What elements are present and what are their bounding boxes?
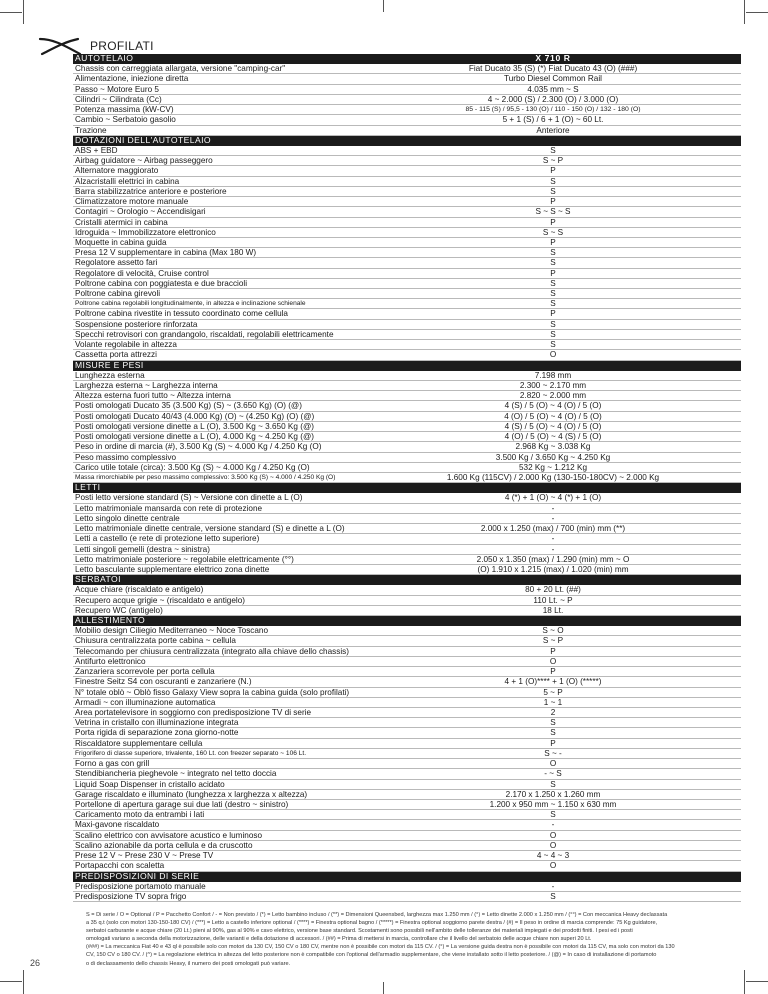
spec-label: Potenza massima (kW-CV) [75,105,174,115]
crop-mark [744,970,745,994]
spec-label: Forno a gas con grill [75,759,150,769]
spec-value: S ~ S ~ S [535,207,571,217]
spec-row [73,85,741,95]
spec-label: Portapacchi con scaletta [75,861,165,871]
spec-label: Moquette in cabina guida [75,237,167,247]
spec-value: 2.300 ~ 2.170 mm [519,381,587,390]
spec-value: 110 Lt. ~ P [533,595,573,605]
spec-label: Poltrone cabina girevoli [75,289,161,299]
spec-row [73,330,741,340]
spec-row [73,126,741,136]
model-name [365,872,741,882]
spec-row [73,759,741,769]
spec-value: 4 ~ 4 ~ 3 [536,851,570,861]
spec-value: (O) 1.910 x 1.215 (max) / 1.020 (min) mm [477,564,629,574]
footnote-line: S = Di serie / O = Optional / P = Pacchetto Confort / - = Non previsto / (*) = Letto bambino incluso / (**) = Dimensioni Queensbed, larghezza max 1.250 mm / (°) = Letto dinette 2.000 x 1.250 mm / (°°) = Con meccanica Heavy declassata [86,912,668,918]
spec-row [73,320,741,330]
spec-value: 1.600 Kg (115CV) / 2.000 Kg (130-150-180CV) ~ 2.000 Kg [446,472,660,482]
spec-value: P [550,237,556,247]
spec-label: Maxi-gavone riscaldato [75,820,160,830]
spec-label: Recupero acque grigie ~ (riscaldato e antigelo) [75,595,245,605]
page-number: 26 [30,958,41,968]
spec-row [73,524,741,534]
spec-label: Garage riscaldato e illuminato (lunghezza x larghezza x altezza) [75,789,308,799]
spec-row [73,657,741,667]
spec-row [73,391,741,401]
crop-mark [23,0,24,24]
model-name: X 710 R [535,54,571,63]
spec-row [73,146,741,156]
spec-label: Massa rimorchiabile per peso massimo complessivo: 3.500 Kg (S) ~ 4.000 / 4.250 Kg (O) [75,473,336,481]
spec-label: Scalino elettrico con avvisatore acustico e luminoso [75,830,263,840]
spec-value: P [550,667,556,677]
spec-value: O [549,840,557,850]
footnote-line: omologati variano a seconda della motorizzazione, delle varianti e della dotazione di accessori. / (##) = Prima di mettersi in marcia, controllare che il livello del serbatoio delle acque chiare non superi 20 Lt. [86,936,592,943]
spec-value: 4 + 1 (O)**** + 1 (O) (*****) [504,677,602,687]
spec-row [73,636,741,646]
spec-label: Cassetta porta attrezzi [75,350,157,360]
section-title: LETTI [75,483,101,493]
spec-label: Carico utile totale (circa): 3.500 Kg (S) ~ 4.000 Kg / 4.250 Kg (O) [75,462,310,472]
spec-row [73,667,741,677]
section-header-row [73,136,741,146]
spec-row [73,299,741,309]
spec-row [73,728,741,738]
spec-value: P [550,268,556,278]
spec-value: O [549,861,557,871]
spec-label: Finestre Seitz S4 con oscuranti e zanzariere (N.) [75,677,252,687]
footnotes [86,911,741,968]
spec-row [73,708,741,718]
spec-label: Altezza esterna fuori tutto ~ Altezza interna [75,391,231,401]
spec-label: Liquid Soap Dispenser in cristallo acidato [75,779,225,789]
spec-value: S [550,319,556,329]
spec-value: - [551,820,555,830]
spec-row [73,739,741,749]
spec-label: Idroguida ~ Immobilizzatore elettronico [75,227,216,237]
section-title: PREDISPOSIZIONI DI SERIE [75,871,200,881]
spec-value: 2.050 x 1.350 (max) / 1.290 (min) mm ~ O [476,554,630,564]
spec-label: Armadi ~ con illuminazione automatica [75,697,216,707]
section-header-row [73,616,741,626]
spec-label: Area portatelevisore in soggiorno con predisposizione TV di serie [75,708,312,717]
spec-row [73,790,741,800]
spec-value: O [549,759,557,769]
spec-value: - [551,534,555,544]
crop-mark [0,12,22,13]
spec-row [73,463,741,473]
spec-value: 4.035 mm ~ S [527,84,579,94]
spec-row [73,626,741,636]
crop-mark [744,0,745,24]
spec-row [73,105,741,115]
spec-value: S ~ - [544,748,562,758]
spec-value: 2.170 x 1.250 x 1.260 mm [505,789,601,799]
footnote-line: a 35 q.t (solo con motori 130-150-180 CV) / (***) = Letto a castello inferiore optional / (****) = Finestra optional bagno / (*****) = Finestra optional soggiorno parete destra / (#) = Il peso in ordine di marcia comprende: 75 Kg guidatore, [86,920,658,927]
spec-value: 85 - 115 (S) / 95,5 - 130 (O) / 110 - 150 (O) / 132 - 180 (O) [465,106,641,114]
spec-label: Portellone di apertura garage sui due lati (destro ~ sinistro) [75,799,289,809]
spec-value: P [550,197,556,207]
spec-value: S [550,891,556,901]
spec-label: Letto matrimoniale mansarda con rete di protezione [75,503,263,513]
spec-label: Passo ~ Motore Euro 5 [75,84,159,94]
spec-row [73,228,741,238]
spec-row [73,218,741,228]
spec-value: P [550,217,556,227]
spec-row [73,565,741,575]
spec-label: Letto basculante supplementare elettrico zona dinette [75,564,270,574]
spec-label: Poltrone cabina con poggiatesta e due braccioli [75,278,248,288]
spec-value: P [550,166,556,176]
spec-row [73,269,741,279]
model-name [365,483,741,493]
spec-label: Trazione [75,125,107,135]
spec-row [73,115,741,125]
spec-row [73,422,741,432]
page-title: PROFILATI [90,39,154,53]
spec-row [73,432,741,442]
spec-row [73,545,741,555]
spec-label: Stendibiancheria pieghevole ~ integrato nel tetto doccia [75,769,277,779]
spec-label: Letti a castello (e rete di protezione letto superiore) [75,534,260,544]
spec-label: Letto matrimoniale dinette centrale, versione standard (S) e dinette a L (O) [75,524,345,534]
spec-value: S ~ P [542,636,564,646]
spec-label: Acque chiare (riscaldato e antigelo) [75,585,204,595]
spec-value: 80 + 20 Lt. (##) [525,585,581,595]
spec-row [73,238,741,248]
spec-row [73,64,741,74]
spec-label: Regolatore di velocità, Cruise control [75,268,209,278]
spec-value: S ~ O [542,626,564,636]
spec-value: - ~ S [544,769,562,779]
spec-row [73,534,741,544]
spec-row [73,769,741,779]
spec-row [73,504,741,514]
spec-row [73,166,741,176]
footnote-line: serbatoi carburante e acque chiare (20 Lt.) pieni al 90%, gas al 90% e cavo elettrico, versione base standard. Scostamenti sono possibili nell'ambito delle tolleranze dei materiali impiegati e dei prodotti finiti. I pesi ed i posti [86,928,633,935]
spec-label: Riscaldatore supplementare cellula [75,738,203,748]
spec-row [73,412,741,422]
spec-label: Letto matrimoniale posteriore ~ regolabile elettricamente (°°) [75,554,294,564]
spec-row [73,677,741,687]
spec-value: S [550,340,556,350]
spec-label: Letto singolo dinette centrale [75,513,180,523]
model-name [365,575,741,585]
spec-row [73,800,741,810]
section-title: AUTOTELAIO [75,54,134,63]
crop-mark [746,12,768,13]
spec-label: Chassis con carreggiata allargata, versione "camping-car" [75,64,286,74]
spec-label: Larghezza esterna ~ Larghezza interna [75,381,218,390]
spec-value: Turbo Diesel Common Rail [504,74,602,84]
spec-label: Poltrone cabina rivestite in tessuto coordinato come cellula [75,309,288,319]
spec-row [73,606,741,616]
spec-label: Airbag guidatore ~ Airbag passeggero [75,156,213,166]
spec-value: S [550,176,556,186]
spec-value: 4 (O) / 5 (O) ~ 4 (O) / 5 (O) [504,411,602,421]
spec-row [73,647,741,657]
spec-row [73,442,741,452]
spec-value: S ~ S [542,227,564,237]
spec-label: Vetrina in cristallo con illuminazione integrata [75,718,239,728]
spec-value: - [551,881,555,891]
spec-label: Posti omologati versione dinette a L (O), 3.500 Kg ~ 3.650 Kg (@) [75,421,314,431]
spec-row [73,74,741,84]
spec-row [73,289,741,299]
spec-value: S [550,810,556,820]
spec-value: 4 (S) / 5 (O) ~ 4 (O) / 5 (O) [504,401,602,411]
spec-row [73,841,741,851]
spec-value: 2.820 ~ 2.000 mm [519,391,587,401]
spec-label: Caricamento moto da entrambi i lati [75,810,205,820]
spec-value: P [550,646,556,656]
spec-value: 18 Lt. [542,605,564,615]
spec-row [73,688,741,698]
spec-value: S [550,728,556,738]
spec-row [73,596,741,606]
spec-value: 2.000 x 1.250 (max) / 700 (min) mm (**) [480,524,626,534]
spec-value: 5 + 1 (S) / 6 + 1 (O) ~ 60 Lt. [502,115,604,125]
spec-row [73,882,741,892]
spec-row [73,473,741,483]
spec-row [73,258,741,268]
crop-mark [383,0,384,12]
model-name [365,361,741,371]
spec-value: 4 ~ 2.000 (S) / 2.300 (O) / 3.000 (O) [487,94,619,104]
spec-label: Antifurto elettronico [75,656,146,666]
spec-value: 4 (S) / 5 (O) ~ 4 (O) / 5 (O) [504,421,602,431]
spec-row [73,453,741,463]
spec-value: Fiat Ducato 35 (S) (*) Fiat Ducato 43 (O) (###) [468,64,638,74]
model-name [365,136,741,146]
spec-label: Climatizzatore motore manuale [75,197,189,207]
spec-label: Peso in ordine di marcia (#), 3.500 Kg (S) ~ 4.000 Kg / 4.250 Kg (O) [75,442,322,452]
section-header-row [73,483,741,493]
spec-label: Sospensione posteriore rinforzata [75,319,198,329]
spec-row [73,207,741,217]
spec-value: O [549,350,557,360]
spec-value: 1 ~ 1 [543,697,563,707]
spec-value: O [549,830,557,840]
section-title: MISURE E PESI [75,360,144,370]
spec-value: S [550,258,556,268]
spec-value: S [550,289,556,299]
spec-value: 3.500 Kg / 3.650 Kg ~ 4.250 Kg [495,452,611,462]
spec-value: S [550,248,556,258]
spec-value: - [551,513,555,523]
spec-label: Lunghezza esterna [75,370,145,380]
spec-label: Cristalli atermici in cabina [75,217,168,227]
spec-value: P [550,738,556,748]
spec-row [73,514,741,524]
spec-row [73,350,741,360]
brand-swoosh-icon [38,36,82,56]
section-header-row [73,361,741,371]
spec-label: Chiusura centralizzata porte cabina ~ cellula [75,636,236,646]
spec-value: 5 ~ P [543,687,563,697]
spec-value: - [551,544,555,554]
spec-row [73,718,741,728]
spec-row [73,177,741,187]
section-header-row [73,872,741,882]
spec-label: Predisposizione TV sopra frigo [75,891,187,901]
crop-mark [0,981,22,982]
section-title: ALLESTIMENTO [75,616,146,626]
spec-value: Anteriore [536,125,570,135]
spec-label: Contagiri ~ Orologio ~ Accendisigari [75,207,206,217]
section-title: DOTAZIONI DELL'AUTOTELAIO [75,135,211,145]
footnote-line: (###) = La meccanica Fiat 40 e 43 ql è possibile solo con motori da 130 CV, 150 CV o 180 CV, mentre non è possibile con motori da 115 CV. / (°) = La versione guida destra non è possibile con motori da 115 CV, ma solo con motori da 130 [86,944,675,951]
spec-row [73,892,741,902]
crop-mark [23,970,24,994]
spec-label: Volante regolabile in altezza [75,340,177,350]
spec-table [73,54,741,902]
footnote-line: o di declassamento dello chassis Heavy, il numero dei posti omologati può variare. [86,960,291,967]
spec-label: Mobilio design Ciliegio Mediterraneo ~ Noce Toscano [75,626,269,636]
spec-label: Posti omologati Ducato 40/43 (4.000 Kg) (O) ~ (4.250 Kg) (O) (@) [75,411,315,421]
spec-row [73,187,741,197]
spec-row [73,95,741,105]
spec-label: Porta rigida di separazione zona giorno-notte [75,728,239,738]
spec-label: ABS + EBD [75,145,118,155]
spec-value: S [550,186,556,196]
spec-value: S ~ P [542,156,564,166]
spec-value: 532 Kg ~ 1.212 Kg [518,462,588,472]
spec-value: S [550,278,556,288]
spec-row [73,831,741,841]
spec-label: Frigorifero di classe superiore, trivalente, 160 Lt. con freezer separato ~ 106 Lt. [75,749,307,757]
spec-row [73,248,741,258]
section-header-row [73,54,741,64]
spec-value: P [550,309,556,319]
spec-value: S [550,299,556,309]
spec-label: Cambio ~ Serbatoio gasolio [75,115,176,125]
spec-row [73,820,741,830]
footnote-line: CV, 150 CV o 180 CV. / (^) = La regolazione elettrica in altezza del letto posteriore non è compatibile con l'optional dell'armadio supplementare, che viene installato sotto il letto posteriore. / (@) = In caso di installazione di portamoto [86,952,657,959]
section-title: SERBATOI [75,575,121,585]
spec-value: 1.200 x 950 mm ~ 1.150 x 630 mm [489,799,617,809]
spec-row [73,493,741,503]
spec-label: Predisposizione portamoto manuale [75,881,206,891]
spec-label: Posti omologati versione dinette a L (O), 4.000 Kg ~ 4.250 Kg (@) [75,432,314,442]
spec-label: Letti singoli gemelli (destra ~ sinistra) [75,544,210,554]
spec-value: 2.968 Kg ~ 3.038 Kg [515,442,591,452]
spec-label: Prese 12 V ~ Prese 230 V ~ Prese TV [75,851,214,861]
spec-label: Alzacristalli elettrici in cabina [75,176,180,186]
spec-label: Specchi retrovisori con grandangolo, riscaldati, regolabili elettricamente [75,329,334,339]
spec-value: S [550,718,556,728]
spec-value: 2 [550,708,556,717]
spec-label: Posti omologati Ducato 35 (3.500 Kg) (S) ~ (3.650 Kg) (O) (@) [75,401,302,411]
spec-label: Cilindri ~ Cilindrata (Cc) [75,94,162,104]
spec-label: N° totale oblò ~ Oblò fisso Galaxy View sopra la cabina guida (solo profilati) [75,687,350,697]
spec-row [73,381,741,391]
spec-label: Posti letto versione standard (S) ~ Versione con dinette a L (O) [75,493,303,503]
spec-label: Presa 12 V supplementare in cabina (Max 180 W) [75,248,257,258]
spec-label: Barra stabilizzatrice anteriore e posteriore [75,186,227,196]
spec-row [73,340,741,350]
spec-row [73,279,741,289]
spec-value: S [550,329,556,339]
spec-value: S [550,779,556,789]
page-header [38,36,154,56]
spec-label: Telecomando per chiusura centralizzata (integrato alla chiave dello chassis) [75,646,349,656]
spec-label: Alternatore maggiorato [75,166,159,176]
spec-value: 4 (*) + 1 (O) ~ 4 (*) + 1 (O) [504,493,602,503]
spec-row [73,401,741,411]
spec-row [73,309,741,319]
crop-mark [746,981,768,982]
spec-value: S [550,145,556,155]
spec-row [73,780,741,790]
spec-value: 7.198 mm [534,370,572,380]
spec-label: Zanzariera scorrevole per porta cellula [75,667,215,677]
spec-label: Recupero WC (antigelo) [75,605,163,615]
spec-row [73,749,741,759]
spec-row [73,698,741,708]
spec-row [73,861,741,871]
model-name [365,616,741,626]
spec-row [73,197,741,207]
spec-row [73,851,741,861]
spec-row [73,156,741,166]
spec-label: Poltrone cabina regolabili longitudinalmente, in altezza e inclinazione schienale [75,300,306,308]
spec-label: Scalino azionabile da porta cellula e da cruscotto [75,840,253,850]
spec-label: Regolatore assetto fari [75,258,158,268]
spec-value: - [551,503,555,513]
crop-mark [383,982,384,994]
spec-row [73,371,741,381]
spec-row [73,555,741,565]
spec-row [73,585,741,595]
spec-row [73,810,741,820]
section-header-row [73,575,741,585]
spec-label: Peso massimo complessivo [75,452,177,462]
spec-value: 4 (O) / 5 (O) ~ 4 (S) / 5 (O) [504,432,602,442]
spec-label: Alimentazione, iniezione diretta [75,74,189,84]
spec-value: O [549,656,557,666]
